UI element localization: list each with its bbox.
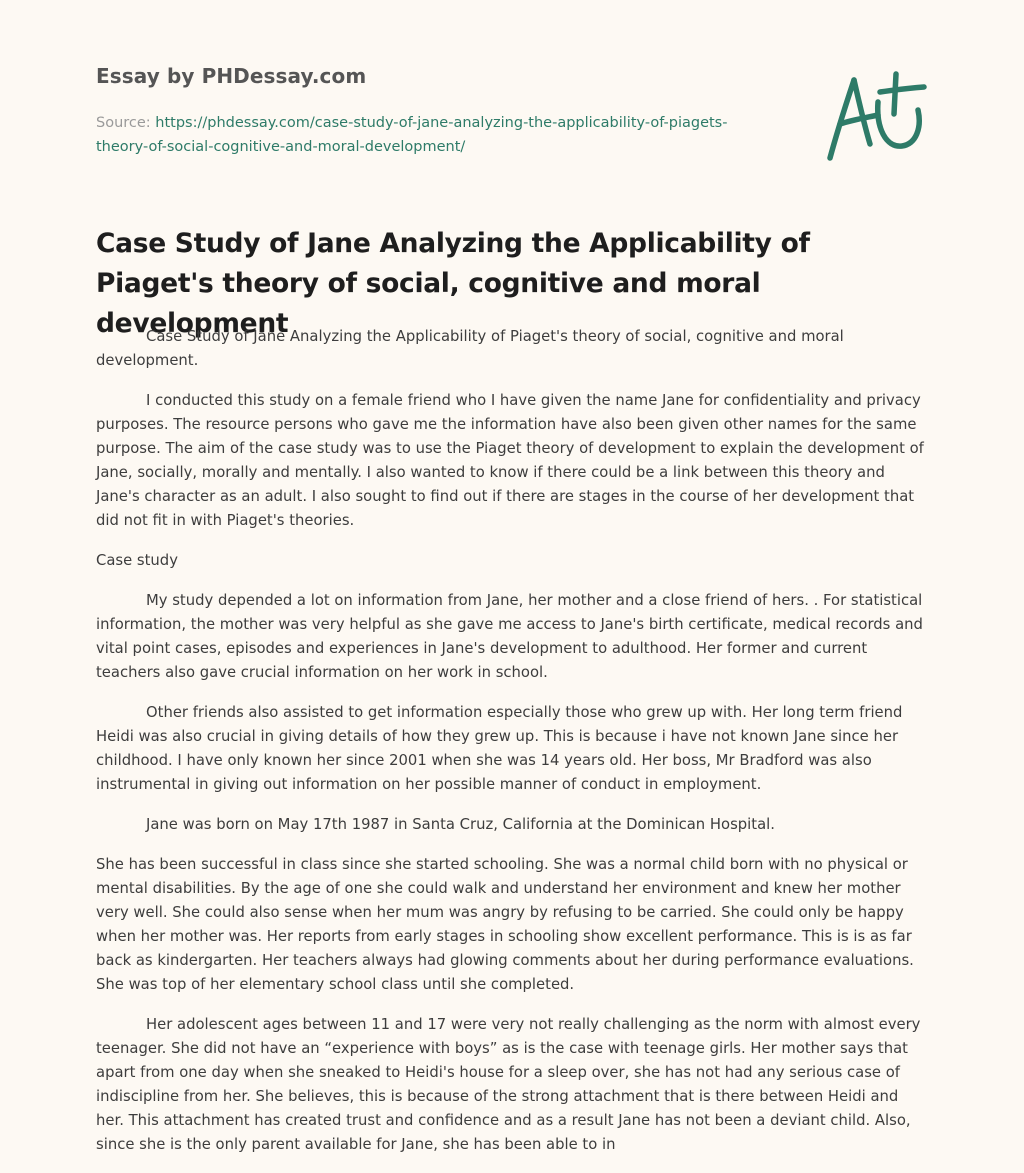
paragraph-1: Case Study of Jane Analyzing the Applicability of Piaget's theory of social, cognitive and moral development. [96, 328, 844, 369]
source-line [96, 111, 776, 159]
source-label: Source: [96, 115, 151, 131]
paragraph-4: Other friends also assisted to get information especially those who grew up with. Her long term friend Heidi was also crucial in giving details of how they grew up. This is because i have not known Jane since her childhood. I have only known her since 2001 when she was 14 years old. Her boss, Mr Bradford was also instrumental in giving out information on her possible manner of conduct in employment. [96, 704, 903, 793]
paragraph-7: Her adolescent ages between 11 and 17 were very not really challenging as the norm with almost every teenager. She did not have an “experience with boys” as is the case with teenage girls. Her mother says that apart from one day when she sneaked to Heidi's house for a sleep over, she has not had any serious case of indiscipline from her. She believes, this is because of the strong attachment that is there between Heidi and her. This attachment has created trust and confidence and as a result Jane has not been a deviant child. Also, since she is the only parent available for Jane, she has been able to in [96, 1016, 921, 1153]
logo-a-right-stroke [854, 80, 870, 144]
page-title: Case Study of Jane Analyzing the Applicability of Piaget's theory of social, cognitive and moral development [96, 228, 810, 339]
logo-u-curve [878, 102, 919, 146]
paragraph-3: My study depended a lot on information from Jane, her mother and a close friend of hers. . For statistical information, the mother was very helpful as she gave me access to Jane's birth certificate, medical records and vital point cases, episodes and experiences in Jane's development to adulthood. Her former and current teachers also gave crucial information on her work in school. [96, 592, 923, 681]
a-plus-logo-icon [818, 66, 936, 166]
logo-a-crossbar [840, 115, 878, 124]
section-heading-case-study: Case study [96, 552, 178, 569]
paragraph-5: Jane was born on May 17th 1987 in Santa Cruz, California at the Dominican Hospital. [146, 816, 775, 833]
paragraph-2: I conducted this study on a female friend who I have given the name Jane for confidentiality and privacy purposes. The resource persons who gave me the information have also been given other names for the same purpose. The aim of the case study was to use the Piaget theory of development to explain the development of Jane, socially, morally and mentally. I also wanted to know if there could be a link between this theory and Jane's character as an adult. I also sought to find out if there are stages in the course of her development that did not fit in with Piaget's theories. [96, 392, 924, 529]
logo-plus-horizontal [880, 87, 924, 92]
logo-plus-vertical [894, 74, 896, 114]
site-brand: Essay by PHDessay.com [96, 64, 367, 88]
source-link[interactable]: https://phdessay.com/case-study-of-jane-analyzing-the-applicability-of-piagets-theory-of-social-cognitive-and-moral-development/ [96, 115, 728, 155]
essay-body [96, 325, 928, 1173]
paragraph-6: She has been successful in class since she started schooling. She was a normal child born with no physical or mental disabilities. By the age of one she could walk and understand her environment and knew her mother very well. She could also sense when her mum was angry by refusing to be carried. She could only be happy when her mother was. Her reports from early stages in schooling show excellent performance. This is is as far back as kindergarten. Her teachers always had glowing comments about her during performance evaluations. She was top of her elementary school class until she completed. [96, 856, 914, 993]
